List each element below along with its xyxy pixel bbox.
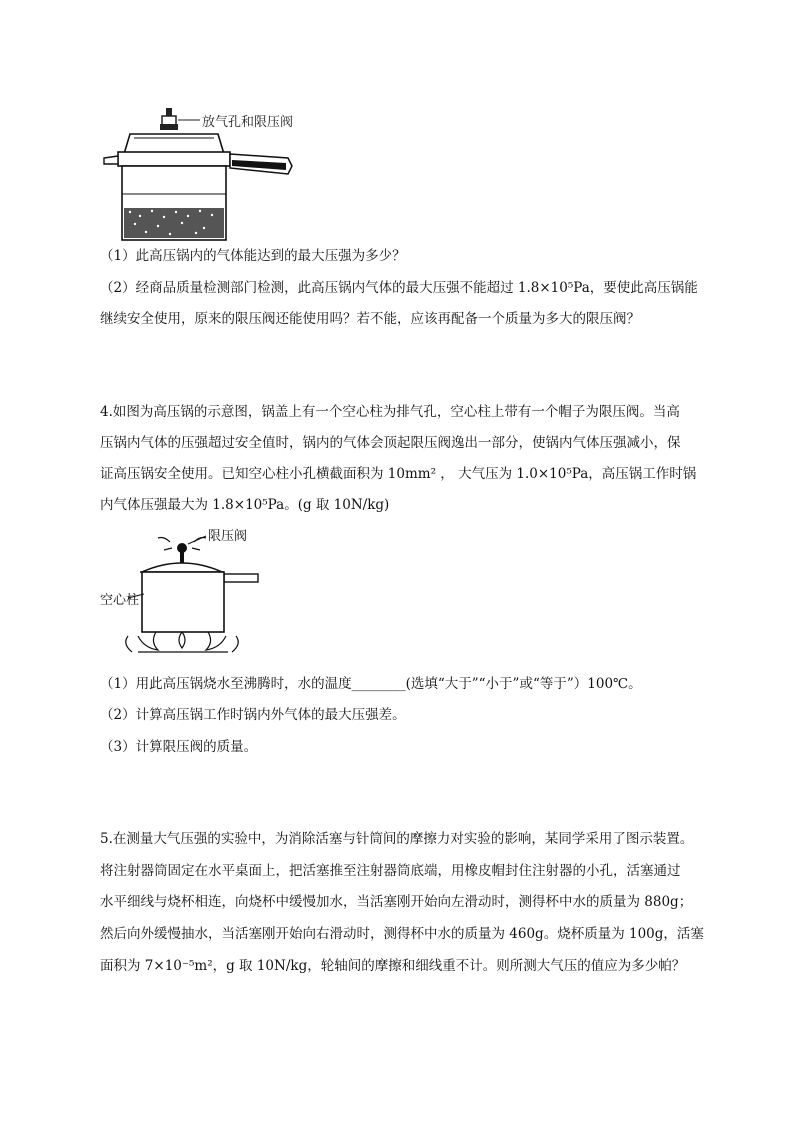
q5-line5: 面积为 7×10⁻⁵m²，g 取 10N/kg，轮轴间的摩擦和细线重不计。则所测大气压的值应为多少帕？ xyxy=(100,958,686,974)
q5-line2: 将注射器筒固定在水平桌面上，把活塞推至注射器筒底端，用橡皮帽封住注射器的小孔，活塞通过 xyxy=(100,863,681,879)
q5-line1: 5.在测量大气压强的实验中，为消除活塞与针筒间的摩擦力对实验的影响，某同学采用了图示装置。 xyxy=(100,831,694,847)
q4-sub1: （1）用此高压锅烧水至沸腾时，水的温度________(选填“大于”“小于”或“等于”）100℃。 xyxy=(100,676,642,692)
q4-stem-line1: 4.如图为高压锅的示意图，锅盖上有一个空心柱为排气孔，空心柱上带有一个帽子为限压阀。当高 xyxy=(100,404,680,420)
pressure-cooker-drawing-1 xyxy=(100,104,340,242)
pressure-cooker-figure-1 xyxy=(100,104,340,242)
q4-stem-line4: 内气体压强最大为 1.8×10⁵Pa。(g 取 10N/kg) xyxy=(100,497,390,513)
q3-sub2-line2: 继续安全使用，原来的限压阀还能使用吗？若不能，应该再配备一个质量为多大的限压阀？ xyxy=(100,311,640,327)
pressure-cooker-figure-2 xyxy=(98,524,268,656)
pressure-cooker-drawing-2 xyxy=(98,524,268,656)
q4-sub3: （3）计算限压阀的质量。 xyxy=(100,739,258,755)
q3-sub1: （1）此高压锅内的气体能达到的最大压强为多少？ xyxy=(100,248,406,264)
q4-stem-line3: 证高压锅安全使用。已知空心柱小孔横截面积为 10mm² ， 大气压为 1.0×10⁵Pa，高压锅工作时锅 xyxy=(100,466,697,482)
figure-label-vent-valve: 放气孔和限压阀 xyxy=(202,115,294,130)
figure-label-valve: 限压阀 xyxy=(208,529,248,544)
figure-label-column: 空心柱 xyxy=(100,593,140,608)
q4-sub2: （2）计算高压锅工作时锅内外气体的最大压强差。 xyxy=(100,707,406,723)
q4-stem-line2: 压锅内气体的压强超过安全值时，锅内的气体会顶起限压阀逸出一部分，使锅内气体压强减小，保 xyxy=(100,435,681,451)
q3-sub2-line1: （2）经商品质量检测部门检测，此高压锅内气体的最大压强不能超过 1.8×10⁵Pa，要使此高压锅能 xyxy=(100,280,698,296)
q5-line4: 然后向外缓慢抽水，当活塞刚开始向右滑动时，测得杯中水的质量为 460g。烧杯质量为 100g，活塞 xyxy=(100,926,704,942)
q5-line3: 水平细线与烧杯相连，向烧杯中缓慢加水，当活塞刚开始向左滑动时，测得杯中水的质量为 880g； xyxy=(100,894,693,910)
